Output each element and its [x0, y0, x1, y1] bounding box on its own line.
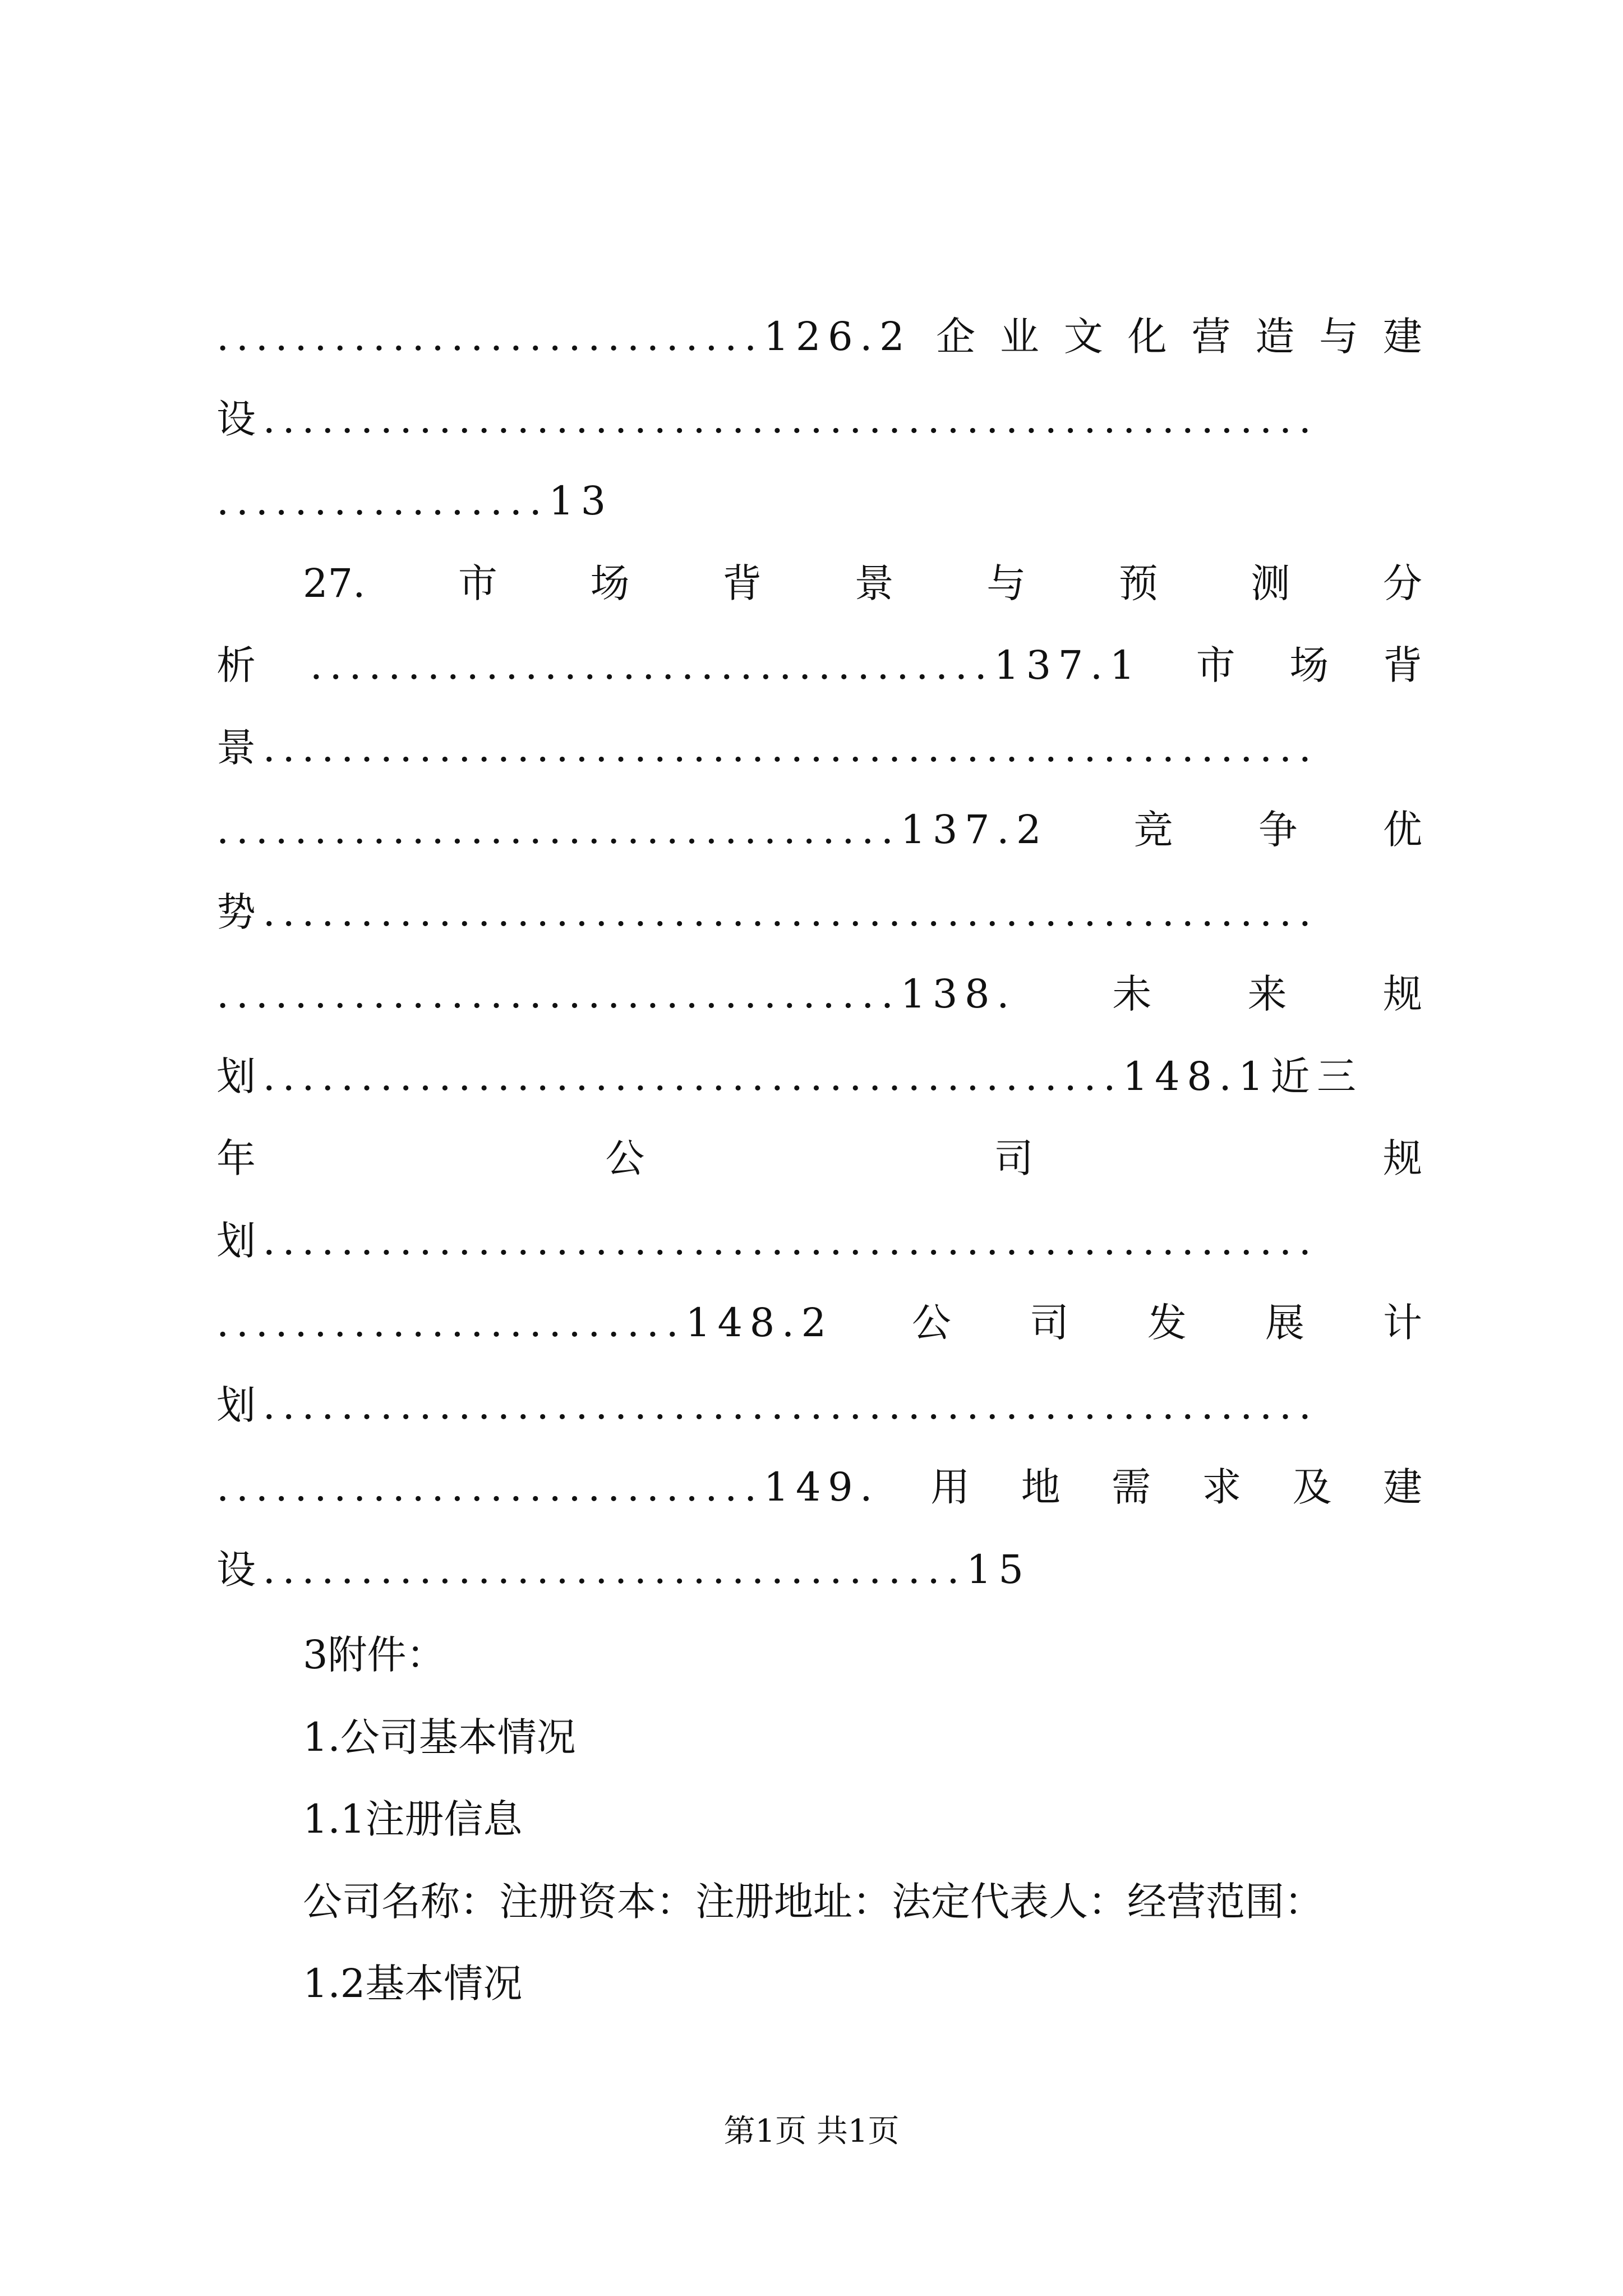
toc-text: 划............................................148.1近三 [216, 1053, 1363, 1099]
toc-line [216, 634, 1422, 696]
section-heading: 1.公司基本情况 [303, 1714, 576, 1760]
toc-line [303, 553, 1422, 614]
toc-line [216, 881, 1422, 943]
toc-text: 营 [1191, 314, 1231, 360]
toc-text: 划...................................................... [216, 1382, 1318, 1428]
registration-fields: 公司名称：注册资本：注册地址：法定代表人：经营范围： [303, 1878, 1324, 1925]
toc-text: 划...................................................... [216, 1217, 1318, 1264]
toc-line [216, 1456, 1422, 1518]
toc-line [216, 1539, 1422, 1600]
toc-text: 展 [1265, 1300, 1304, 1346]
toc-text: 市 [458, 560, 497, 606]
toc-line [216, 717, 1422, 779]
toc-text: 业 [999, 314, 1039, 360]
toc-text: 建 [1382, 1464, 1422, 1510]
toc-text: 预 [1118, 560, 1158, 606]
toc-text: 化 [1127, 314, 1167, 360]
toc-text: 分 [1382, 560, 1422, 606]
toc-text: 司 [1029, 1300, 1069, 1346]
appendix-heading: 3附件： [303, 1632, 446, 1678]
toc-text: 市 [1196, 642, 1235, 688]
toc-text: 公 [911, 1300, 951, 1346]
toc-text: ............................126.2 [216, 314, 912, 360]
toc-text: 造 [1255, 314, 1295, 360]
toc-text: 地 [1021, 1464, 1061, 1510]
toc-text: 文 [1063, 314, 1103, 360]
toc-line [216, 470, 1422, 532]
toc-text: 场 [590, 560, 630, 606]
toc-text: 及 [1292, 1464, 1332, 1510]
toc-line [216, 1210, 1422, 1272]
toc-text: 发 [1147, 1300, 1187, 1346]
toc-line [216, 388, 1422, 450]
toc-text: ...................................138. [216, 971, 1017, 1017]
toc-text: 27. [303, 560, 366, 606]
toc-text: 未 [1112, 971, 1152, 1017]
toc-line [216, 1374, 1422, 1436]
toc-text: 需 [1112, 1464, 1151, 1510]
toc-text: .................13 [216, 478, 613, 524]
toc-text: 与 [986, 560, 1026, 606]
toc-text: 竞 [1133, 807, 1173, 853]
page-footer: 第1页 共1页 [723, 2113, 900, 2150]
toc-text: ...................................137.2 [216, 807, 1049, 853]
toc-line [216, 306, 1422, 367]
section-heading: 1.1注册信息 [303, 1796, 523, 1842]
toc-text: 设...................................................... [216, 395, 1318, 442]
section-heading: 1.2基本情况 [303, 1961, 523, 2007]
toc-text: 司 [994, 1135, 1034, 1181]
toc-text: 设....................................15 [216, 1546, 1031, 1593]
toc-text: 用 [930, 1464, 970, 1510]
toc-text: 场 [1289, 642, 1329, 688]
toc-text: 与 [1319, 314, 1359, 360]
toc-text: 规 [1382, 1135, 1422, 1181]
toc-line [216, 1128, 1422, 1189]
toc-text: 争 [1258, 807, 1298, 853]
toc-text: 势...................................................... [216, 889, 1318, 935]
toc-text: ............................149. [216, 1464, 880, 1510]
toc-text: 背 [1383, 642, 1422, 688]
toc-text: 优 [1382, 807, 1422, 853]
toc-text: 来 [1247, 971, 1287, 1017]
toc-text: 背 [722, 560, 762, 606]
toc-line [216, 963, 1422, 1025]
toc-text: 规 [1382, 971, 1422, 1017]
toc-text: 测 [1251, 560, 1290, 606]
toc-text: 计 [1382, 1300, 1422, 1346]
toc-line [216, 1046, 1422, 1107]
toc-text: 公 [605, 1135, 645, 1181]
toc-text: 析 [216, 642, 256, 688]
toc-text: 求 [1202, 1464, 1242, 1510]
toc-text: 景 [854, 560, 894, 606]
toc-text: ...................................137.1 [310, 642, 1142, 688]
toc-text: 建 [1382, 314, 1422, 360]
toc-text: 年 [216, 1135, 256, 1181]
toc-line [216, 799, 1422, 861]
toc-text: 企 [936, 314, 976, 360]
toc-line [216, 1292, 1422, 1354]
toc-text: ........................148.2 [216, 1300, 833, 1346]
toc-text: 景...................................................... [216, 724, 1318, 771]
